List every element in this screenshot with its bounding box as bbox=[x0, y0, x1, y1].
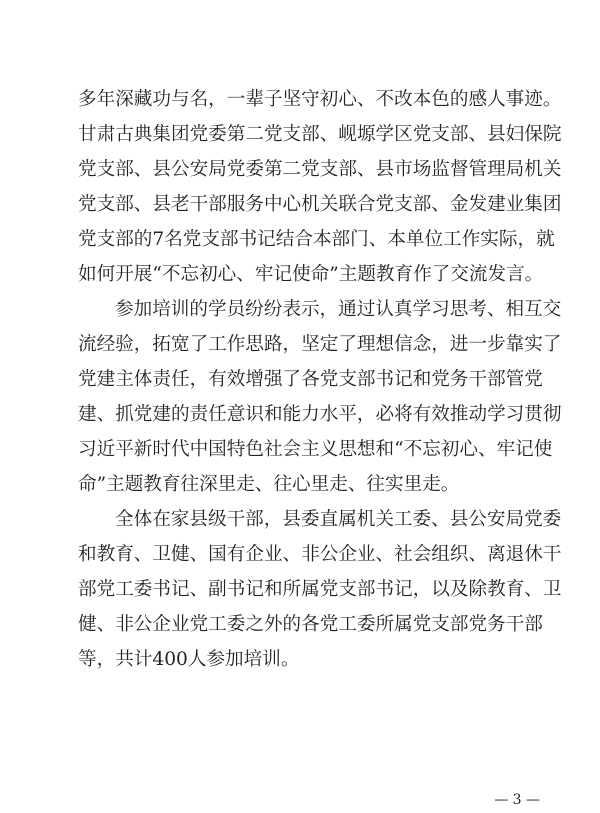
paragraph-2-line-2: 流经验，拓宽了工作思路，坚定了理想信念，进一步靠实了 bbox=[78, 334, 562, 355]
paragraph-3-line-3: 部党工委书记、副书记和所属党支部书记，以及除教育、卫 bbox=[78, 579, 562, 600]
paragraph-2-line-3: 党建主体责任，有效增强了各党支部书记和党务干部管党 bbox=[78, 369, 543, 390]
paragraph-3-line-1: 全体在家县级干部，县委直属机关工委、县公安局党委 bbox=[115, 509, 562, 530]
paragraph-1-line-1: 多年深藏功与名，一辈子坚守初心、不改本色的感人事迹。 bbox=[78, 89, 562, 110]
paragraph-1-line-2: 甘肃古典集团党委第二党支部、岘塬学区党支部、县妇保院 bbox=[78, 124, 562, 145]
paragraph-3-line-4: 健、非公企业党工委之外的各党工委所属党支部党务干部 bbox=[78, 614, 543, 635]
page-number: — 3 — bbox=[494, 792, 540, 808]
paragraph-3-line-5: 等，共计400人参加培训。 bbox=[78, 649, 300, 670]
paragraph-1-line-3: 党支部、县公安局党委第二党支部、县市场监督管理局机关 bbox=[78, 159, 562, 180]
paragraph-3-line-2: 和教育、卫健、国有企业、非公企业、社会组织、离退休干 bbox=[78, 544, 562, 565]
paragraph-1-line-6: 如何开展“不忘初心、牢记使命”主题教育作了交流发言。 bbox=[78, 264, 544, 285]
paragraph-2-line-5: 习近平新时代中国特色社会主义思想和“不忘初心、牢记使 bbox=[78, 439, 553, 460]
paragraph-2-line-1: 参加培训的学员纷纷表示，通过认真学习思考、相互交 bbox=[115, 299, 562, 320]
paragraph-1-line-5: 党支部的7名党支部书记结合本部门、本单位工作实际，就 bbox=[78, 229, 555, 250]
paragraph-2-line-6: 命”主题教育往深里走、往心里走、往实里走。 bbox=[78, 474, 460, 495]
paragraph-1-line-4: 党支部、县老干部服务中心机关联合党支部、金发建业集团 bbox=[78, 194, 562, 215]
paragraph-2-line-4: 建、抓党建的责任意识和能力水平，必将有效推动学习贯彻 bbox=[78, 404, 562, 425]
